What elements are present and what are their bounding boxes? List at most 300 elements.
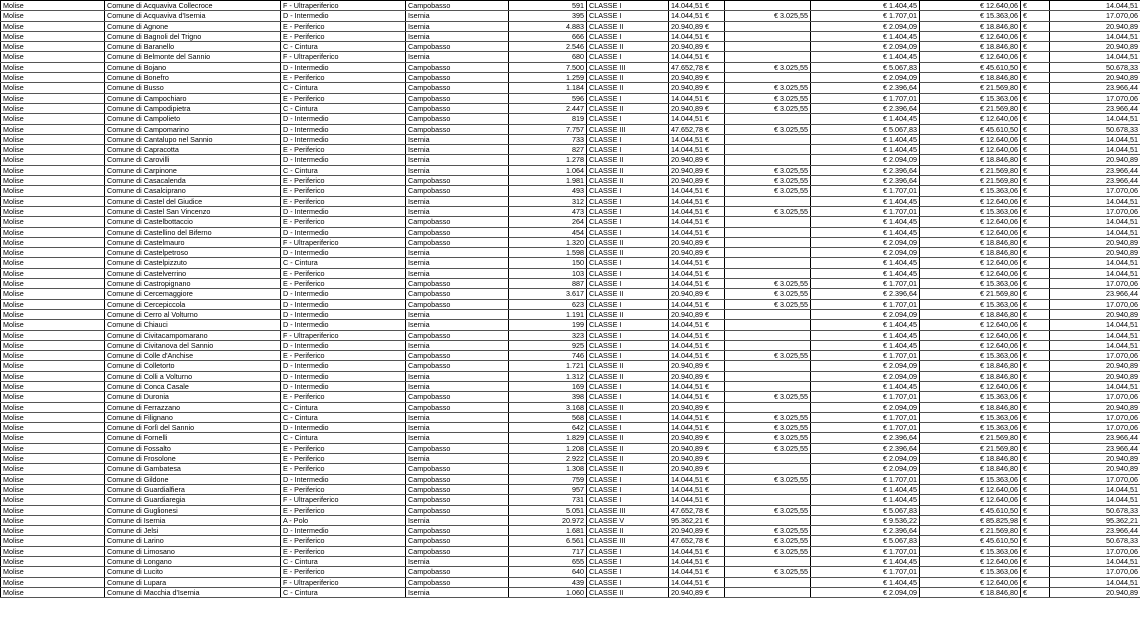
cell-fascia[interactable]: D - Intermedio xyxy=(281,124,406,134)
cell-provincia[interactable]: Campobasso xyxy=(406,186,509,196)
cell-fascia[interactable]: E - Periferico xyxy=(281,196,406,206)
cell-importo[interactable]: 47.652,78 € xyxy=(669,536,725,546)
cell-classe[interactable]: CLASSE II xyxy=(587,165,669,175)
cell-contributo[interactable] xyxy=(725,217,811,227)
cell-valuta[interactable]: € xyxy=(1021,464,1050,474)
cell-fascia[interactable]: E - Periferico xyxy=(281,217,406,227)
cell-classe[interactable]: CLASSE II xyxy=(587,155,669,165)
cell-quota-a[interactable]: € 5.067,83 xyxy=(811,62,920,72)
cell-comune[interactable]: Comune di Campodipietra xyxy=(105,103,281,113)
cell-quota-b[interactable]: € 15.363,06 xyxy=(920,351,1021,361)
cell-classe[interactable]: CLASSE II xyxy=(587,309,669,319)
cell-popolazione[interactable]: 493 xyxy=(509,186,587,196)
cell-quota-a[interactable]: € 1.404,45 xyxy=(811,217,920,227)
cell-quota-b[interactable]: € 15.363,06 xyxy=(920,279,1021,289)
cell-classe[interactable]: CLASSE I xyxy=(587,93,669,103)
cell-fascia[interactable]: D - Intermedio xyxy=(281,134,406,144)
cell-totale[interactable]: 20.940,89 xyxy=(1050,248,1140,258)
cell-comune[interactable]: Comune di Forlì del Sannio xyxy=(105,423,281,433)
cell-valuta[interactable]: € xyxy=(1021,62,1050,72)
cell-quota-a[interactable]: € 2.396,64 xyxy=(811,433,920,443)
cell-region[interactable]: Molise xyxy=(1,361,105,371)
cell-quota-a[interactable]: € 1.404,45 xyxy=(811,227,920,237)
cell-fascia[interactable]: D - Intermedio xyxy=(281,62,406,72)
cell-quota-b[interactable]: € 45.610,50 xyxy=(920,536,1021,546)
cell-classe[interactable]: CLASSE II xyxy=(587,443,669,453)
cell-importo[interactable]: 14.044,51 € xyxy=(669,217,725,227)
cell-provincia[interactable]: Campobasso xyxy=(406,124,509,134)
cell-totale[interactable]: 14.044,51 xyxy=(1050,196,1140,206)
cell-comune[interactable]: Comune di Conca Casale xyxy=(105,381,281,391)
cell-importo[interactable]: 14.044,51 € xyxy=(669,330,725,340)
cell-region[interactable]: Molise xyxy=(1,31,105,41)
cell-contributo[interactable]: € 3.025,55 xyxy=(725,176,811,186)
cell-region[interactable]: Molise xyxy=(1,320,105,330)
cell-totale[interactable]: 20.940,89 xyxy=(1050,454,1140,464)
cell-importo[interactable]: 20.940,89 € xyxy=(669,237,725,247)
cell-fascia[interactable]: D - Intermedio xyxy=(281,227,406,237)
cell-comune[interactable]: Comune di Jelsi xyxy=(105,526,281,536)
cell-classe[interactable]: CLASSE II xyxy=(587,21,669,31)
cell-provincia[interactable]: Isernia xyxy=(406,423,509,433)
cell-provincia[interactable]: Campobasso xyxy=(406,536,509,546)
cell-valuta[interactable]: € xyxy=(1021,217,1050,227)
cell-totale[interactable]: 17.070,06 xyxy=(1050,186,1140,196)
cell-provincia[interactable]: Campobasso xyxy=(406,361,509,371)
cell-popolazione[interactable]: 1.064 xyxy=(509,165,587,175)
cell-comune[interactable]: Comune di Colle d'Anchise xyxy=(105,351,281,361)
cell-valuta[interactable]: € xyxy=(1021,351,1050,361)
cell-contributo[interactable]: € 3.025,55 xyxy=(725,423,811,433)
cell-fascia[interactable]: F - Ultraperiferico xyxy=(281,237,406,247)
cell-totale[interactable]: 14.044,51 xyxy=(1050,52,1140,62)
cell-fascia[interactable]: E - Periferico xyxy=(281,268,406,278)
cell-region[interactable]: Molise xyxy=(1,464,105,474)
cell-importo[interactable]: 20.940,89 € xyxy=(669,464,725,474)
cell-region[interactable]: Molise xyxy=(1,557,105,567)
cell-valuta[interactable]: € xyxy=(1021,52,1050,62)
cell-comune[interactable]: Comune di Acquaviva Collecroce xyxy=(105,1,281,11)
cell-comune[interactable]: Comune di Civitanova del Sannio xyxy=(105,340,281,350)
cell-provincia[interactable]: Isernia xyxy=(406,515,509,525)
cell-fascia[interactable]: E - Periferico xyxy=(281,567,406,577)
cell-quota-a[interactable]: € 2.396,64 xyxy=(811,103,920,113)
cell-classe[interactable]: CLASSE II xyxy=(587,371,669,381)
cell-fascia[interactable]: C - Cintura xyxy=(281,557,406,567)
cell-fascia[interactable]: D - Intermedio xyxy=(281,11,406,21)
cell-provincia[interactable]: Isernia xyxy=(406,309,509,319)
cell-importo[interactable]: 14.044,51 € xyxy=(669,299,725,309)
cell-comune[interactable]: Comune di Bagnoli del Trigno xyxy=(105,31,281,41)
cell-importo[interactable]: 14.044,51 € xyxy=(669,484,725,494)
cell-contributo[interactable] xyxy=(725,145,811,155)
cell-importo[interactable]: 14.044,51 € xyxy=(669,227,725,237)
cell-totale[interactable]: 17.070,06 xyxy=(1050,474,1140,484)
cell-contributo[interactable]: € 3.025,55 xyxy=(725,186,811,196)
cell-quota-a[interactable]: € 1.404,45 xyxy=(811,577,920,587)
cell-valuta[interactable]: € xyxy=(1021,114,1050,124)
cell-contributo[interactable] xyxy=(725,557,811,567)
cell-comune[interactable]: Comune di Bojano xyxy=(105,62,281,72)
cell-valuta[interactable]: € xyxy=(1021,381,1050,391)
cell-importo[interactable]: 20.940,89 € xyxy=(669,248,725,258)
cell-contributo[interactable] xyxy=(725,381,811,391)
cell-region[interactable]: Molise xyxy=(1,423,105,433)
cell-quota-b[interactable]: € 12.640,06 xyxy=(920,340,1021,350)
cell-importo[interactable]: 14.044,51 € xyxy=(669,11,725,21)
cell-provincia[interactable]: Campobasso xyxy=(406,567,509,577)
cell-comune[interactable]: Comune di Campolieto xyxy=(105,114,281,124)
cell-classe[interactable]: CLASSE II xyxy=(587,42,669,52)
cell-valuta[interactable]: € xyxy=(1021,103,1050,113)
cell-comune[interactable]: Comune di Filignano xyxy=(105,412,281,422)
cell-totale[interactable]: 23.966,44 xyxy=(1050,103,1140,113)
cell-comune[interactable]: Comune di Carovilli xyxy=(105,155,281,165)
cell-popolazione[interactable]: 2.922 xyxy=(509,454,587,464)
cell-provincia[interactable]: Isernia xyxy=(406,21,509,31)
cell-comune[interactable]: Comune di Frosolone xyxy=(105,454,281,464)
cell-quota-b[interactable]: € 21.569,80 xyxy=(920,443,1021,453)
cell-region[interactable]: Molise xyxy=(1,526,105,536)
cell-importo[interactable]: 20.940,89 € xyxy=(669,587,725,597)
cell-importo[interactable]: 20.940,89 € xyxy=(669,361,725,371)
cell-quota-a[interactable]: € 2.094,09 xyxy=(811,464,920,474)
cell-provincia[interactable]: Campobasso xyxy=(406,289,509,299)
cell-quota-b[interactable]: € 18.846,80 xyxy=(920,248,1021,258)
cell-popolazione[interactable]: 398 xyxy=(509,392,587,402)
cell-region[interactable]: Molise xyxy=(1,546,105,556)
cell-region[interactable]: Molise xyxy=(1,536,105,546)
cell-comune[interactable]: Comune di Belmonte del Sannio xyxy=(105,52,281,62)
cell-quota-b[interactable]: € 21.569,80 xyxy=(920,289,1021,299)
cell-classe[interactable]: CLASSE II xyxy=(587,361,669,371)
cell-provincia[interactable]: Campobasso xyxy=(406,62,509,72)
cell-totale[interactable]: 23.966,44 xyxy=(1050,443,1140,453)
cell-valuta[interactable]: € xyxy=(1021,443,1050,453)
cell-contributo[interactable] xyxy=(725,495,811,505)
cell-quota-b[interactable]: € 15.363,06 xyxy=(920,567,1021,577)
cell-quota-b[interactable]: € 15.363,06 xyxy=(920,474,1021,484)
cell-quota-a[interactable]: € 1.707,01 xyxy=(811,206,920,216)
cell-importo[interactable]: 14.044,51 € xyxy=(669,577,725,587)
cell-contributo[interactable]: € 3.025,55 xyxy=(725,93,811,103)
cell-classe[interactable]: CLASSE II xyxy=(587,454,669,464)
cell-provincia[interactable]: Campobasso xyxy=(406,1,509,11)
cell-quota-a[interactable]: € 1.707,01 xyxy=(811,474,920,484)
cell-fascia[interactable]: E - Periferico xyxy=(281,505,406,515)
cell-provincia[interactable]: Campobasso xyxy=(406,443,509,453)
cell-quota-b[interactable]: € 15.363,06 xyxy=(920,206,1021,216)
cell-contributo[interactable] xyxy=(725,402,811,412)
cell-quota-b[interactable]: € 12.640,06 xyxy=(920,268,1021,278)
cell-fascia[interactable]: E - Periferico xyxy=(281,21,406,31)
cell-quota-a[interactable]: € 1.707,01 xyxy=(811,546,920,556)
cell-classe[interactable]: CLASSE I xyxy=(587,412,669,422)
cell-valuta[interactable]: € xyxy=(1021,21,1050,31)
cell-classe[interactable]: CLASSE II xyxy=(587,83,669,93)
cell-comune[interactable]: Comune di Macchia d'Isernia xyxy=(105,587,281,597)
cell-importo[interactable]: 14.044,51 € xyxy=(669,381,725,391)
cell-classe[interactable]: CLASSE I xyxy=(587,11,669,21)
cell-comune[interactable]: Comune di Guardiaregia xyxy=(105,495,281,505)
cell-totale[interactable]: 20.940,89 xyxy=(1050,371,1140,381)
cell-popolazione[interactable]: 680 xyxy=(509,52,587,62)
cell-fascia[interactable]: E - Periferico xyxy=(281,73,406,83)
cell-quota-a[interactable]: € 1.404,45 xyxy=(811,196,920,206)
cell-quota-a[interactable]: € 2.396,64 xyxy=(811,165,920,175)
cell-classe[interactable]: CLASSE I xyxy=(587,567,669,577)
cell-comune[interactable]: Comune di Chiauci xyxy=(105,320,281,330)
cell-contributo[interactable] xyxy=(725,330,811,340)
cell-comune[interactable]: Comune di Castelpetroso xyxy=(105,248,281,258)
cell-totale[interactable]: 20.940,89 xyxy=(1050,361,1140,371)
cell-comune[interactable]: Comune di Cercepiccola xyxy=(105,299,281,309)
cell-provincia[interactable]: Campobasso xyxy=(406,279,509,289)
cell-quota-a[interactable]: € 2.094,09 xyxy=(811,42,920,52)
cell-comune[interactable]: Comune di Fornelli xyxy=(105,433,281,443)
cell-provincia[interactable]: Isernia xyxy=(406,454,509,464)
cell-popolazione[interactable]: 1.308 xyxy=(509,464,587,474)
cell-totale[interactable]: 23.966,44 xyxy=(1050,176,1140,186)
cell-totale[interactable]: 14.044,51 xyxy=(1050,381,1140,391)
cell-totale[interactable]: 17.070,06 xyxy=(1050,392,1140,402)
cell-contributo[interactable]: € 3.025,55 xyxy=(725,83,811,93)
cell-region[interactable]: Molise xyxy=(1,351,105,361)
cell-importo[interactable]: 14.044,51 € xyxy=(669,93,725,103)
cell-totale[interactable]: 14.044,51 xyxy=(1050,577,1140,587)
cell-quota-a[interactable]: € 1.707,01 xyxy=(811,412,920,422)
cell-classe[interactable]: CLASSE II xyxy=(587,176,669,186)
cell-provincia[interactable]: Campobasso xyxy=(406,495,509,505)
cell-contributo[interactable]: € 3.025,55 xyxy=(725,351,811,361)
cell-contributo[interactable] xyxy=(725,309,811,319)
cell-totale[interactable]: 20.940,89 xyxy=(1050,21,1140,31)
cell-provincia[interactable]: Campobasso xyxy=(406,351,509,361)
cell-totale[interactable]: 14.044,51 xyxy=(1050,31,1140,41)
cell-totale[interactable]: 17.070,06 xyxy=(1050,299,1140,309)
cell-valuta[interactable]: € xyxy=(1021,495,1050,505)
cell-valuta[interactable]: € xyxy=(1021,454,1050,464)
cell-quota-a[interactable]: € 1.404,45 xyxy=(811,114,920,124)
cell-fascia[interactable]: D - Intermedio xyxy=(281,381,406,391)
cell-quota-a[interactable]: € 1.404,45 xyxy=(811,495,920,505)
cell-importo[interactable]: 14.044,51 € xyxy=(669,268,725,278)
cell-quota-b[interactable]: € 12.640,06 xyxy=(920,320,1021,330)
cell-fascia[interactable]: D - Intermedio xyxy=(281,361,406,371)
cell-fascia[interactable]: E - Periferico xyxy=(281,93,406,103)
cell-valuta[interactable]: € xyxy=(1021,134,1050,144)
cell-fascia[interactable]: E - Periferico xyxy=(281,176,406,186)
cell-valuta[interactable]: € xyxy=(1021,237,1050,247)
cell-popolazione[interactable]: 819 xyxy=(509,114,587,124)
cell-classe[interactable]: CLASSE I xyxy=(587,340,669,350)
cell-importo[interactable]: 20.940,89 € xyxy=(669,103,725,113)
cell-region[interactable]: Molise xyxy=(1,381,105,391)
cell-provincia[interactable]: Campobasso xyxy=(406,103,509,113)
cell-valuta[interactable]: € xyxy=(1021,505,1050,515)
cell-classe[interactable]: CLASSE I xyxy=(587,268,669,278)
cell-totale[interactable]: 14.044,51 xyxy=(1050,134,1140,144)
cell-totale[interactable]: 23.966,44 xyxy=(1050,526,1140,536)
cell-region[interactable]: Molise xyxy=(1,248,105,258)
cell-totale[interactable]: 95.362,21 xyxy=(1050,515,1140,525)
cell-provincia[interactable]: Isernia xyxy=(406,340,509,350)
cell-comune[interactable]: Comune di Cerro al Volturno xyxy=(105,309,281,319)
cell-region[interactable]: Molise xyxy=(1,392,105,402)
cell-provincia[interactable]: Campobasso xyxy=(406,464,509,474)
cell-region[interactable]: Molise xyxy=(1,1,105,11)
cell-provincia[interactable]: Isernia xyxy=(406,320,509,330)
cell-contributo[interactable]: € 3.025,55 xyxy=(725,567,811,577)
cell-fascia[interactable]: F - Ultraperiferico xyxy=(281,52,406,62)
cell-classe[interactable]: CLASSE I xyxy=(587,484,669,494)
cell-region[interactable]: Molise xyxy=(1,83,105,93)
cell-quota-a[interactable]: € 2.396,64 xyxy=(811,176,920,186)
cell-region[interactable]: Molise xyxy=(1,309,105,319)
cell-fascia[interactable]: E - Periferico xyxy=(281,186,406,196)
cell-quota-b[interactable]: € 12.640,06 xyxy=(920,1,1021,11)
cell-popolazione[interactable]: 169 xyxy=(509,381,587,391)
cell-fascia[interactable]: C - Cintura xyxy=(281,258,406,268)
cell-importo[interactable]: 14.044,51 € xyxy=(669,412,725,422)
cell-totale[interactable]: 17.070,06 xyxy=(1050,423,1140,433)
cell-totale[interactable]: 20.940,89 xyxy=(1050,464,1140,474)
cell-provincia[interactable]: Campobasso xyxy=(406,526,509,536)
cell-importo[interactable]: 14.044,51 € xyxy=(669,186,725,196)
cell-importo[interactable]: 14.044,51 € xyxy=(669,546,725,556)
cell-quota-a[interactable]: € 1.404,45 xyxy=(811,268,920,278)
cell-contributo[interactable]: € 3.025,55 xyxy=(725,299,811,309)
cell-comune[interactable]: Comune di Lucito xyxy=(105,567,281,577)
cell-totale[interactable]: 17.070,06 xyxy=(1050,206,1140,216)
cell-totale[interactable]: 14.044,51 xyxy=(1050,217,1140,227)
cell-fascia[interactable]: F - Ultraperiferico xyxy=(281,330,406,340)
cell-quota-b[interactable]: € 21.569,80 xyxy=(920,176,1021,186)
cell-popolazione[interactable]: 642 xyxy=(509,423,587,433)
cell-region[interactable]: Molise xyxy=(1,114,105,124)
cell-comune[interactable]: Comune di Agnone xyxy=(105,21,281,31)
cell-quota-b[interactable]: € 18.846,80 xyxy=(920,371,1021,381)
cell-region[interactable]: Molise xyxy=(1,206,105,216)
cell-valuta[interactable]: € xyxy=(1021,423,1050,433)
cell-classe[interactable]: CLASSE I xyxy=(587,330,669,340)
cell-valuta[interactable]: € xyxy=(1021,330,1050,340)
cell-popolazione[interactable]: 1.060 xyxy=(509,587,587,597)
cell-popolazione[interactable]: 4.883 xyxy=(509,21,587,31)
cell-quota-a[interactable]: € 1.707,01 xyxy=(811,392,920,402)
cell-totale[interactable]: 14.044,51 xyxy=(1050,557,1140,567)
cell-comune[interactable]: Comune di Campomarino xyxy=(105,124,281,134)
cell-comune[interactable]: Comune di Civitacampomarano xyxy=(105,330,281,340)
cell-quota-b[interactable]: € 12.640,06 xyxy=(920,330,1021,340)
cell-quota-b[interactable]: € 18.846,80 xyxy=(920,73,1021,83)
cell-fascia[interactable]: D - Intermedio xyxy=(281,155,406,165)
cell-quota-a[interactable]: € 1.404,45 xyxy=(811,381,920,391)
cell-contributo[interactable] xyxy=(725,134,811,144)
cell-comune[interactable]: Comune di Lupara xyxy=(105,577,281,587)
cell-contributo[interactable]: € 3.025,55 xyxy=(725,536,811,546)
cell-importo[interactable]: 14.044,51 € xyxy=(669,52,725,62)
cell-quota-b[interactable]: € 12.640,06 xyxy=(920,145,1021,155)
cell-quota-b[interactable]: € 12.640,06 xyxy=(920,258,1021,268)
cell-contributo[interactable] xyxy=(725,515,811,525)
cell-quota-a[interactable]: € 1.707,01 xyxy=(811,423,920,433)
cell-valuta[interactable]: € xyxy=(1021,31,1050,41)
cell-comune[interactable]: Comune di Carpinone xyxy=(105,165,281,175)
cell-provincia[interactable]: Campobasso xyxy=(406,114,509,124)
cell-provincia[interactable]: Isernia xyxy=(406,433,509,443)
cell-totale[interactable]: 17.070,06 xyxy=(1050,351,1140,361)
cell-popolazione[interactable]: 827 xyxy=(509,145,587,155)
cell-contributo[interactable] xyxy=(725,577,811,587)
cell-quota-b[interactable]: € 12.640,06 xyxy=(920,134,1021,144)
cell-importo[interactable]: 47.652,78 € xyxy=(669,124,725,134)
cell-provincia[interactable]: Isernia xyxy=(406,206,509,216)
cell-totale[interactable]: 14.044,51 xyxy=(1050,340,1140,350)
cell-region[interactable]: Molise xyxy=(1,495,105,505)
cell-contributo[interactable] xyxy=(725,21,811,31)
cell-quota-b[interactable]: € 18.846,80 xyxy=(920,155,1021,165)
cell-region[interactable]: Molise xyxy=(1,21,105,31)
cell-quota-a[interactable]: € 5.067,83 xyxy=(811,124,920,134)
cell-provincia[interactable]: Campobasso xyxy=(406,474,509,484)
cell-quota-a[interactable]: € 1.404,45 xyxy=(811,320,920,330)
cell-fascia[interactable]: E - Periferico xyxy=(281,464,406,474)
cell-valuta[interactable]: € xyxy=(1021,248,1050,258)
cell-totale[interactable]: 17.070,06 xyxy=(1050,567,1140,577)
cell-quota-b[interactable]: € 18.846,80 xyxy=(920,454,1021,464)
cell-quota-b[interactable]: € 12.640,06 xyxy=(920,114,1021,124)
cell-provincia[interactable]: Isernia xyxy=(406,155,509,165)
cell-quota-b[interactable]: € 15.363,06 xyxy=(920,11,1021,21)
cell-comune[interactable]: Comune di Castropignano xyxy=(105,279,281,289)
cell-valuta[interactable]: € xyxy=(1021,73,1050,83)
cell-popolazione[interactable]: 6.561 xyxy=(509,536,587,546)
cell-region[interactable]: Molise xyxy=(1,299,105,309)
cell-fascia[interactable]: F - Ultraperiferico xyxy=(281,1,406,11)
cell-quota-a[interactable]: € 5.067,83 xyxy=(811,505,920,515)
cell-region[interactable]: Molise xyxy=(1,433,105,443)
cell-valuta[interactable]: € xyxy=(1021,268,1050,278)
cell-provincia[interactable]: Isernia xyxy=(406,557,509,567)
cell-provincia[interactable]: Campobasso xyxy=(406,392,509,402)
cell-importo[interactable]: 14.044,51 € xyxy=(669,258,725,268)
cell-valuta[interactable]: € xyxy=(1021,515,1050,525)
cell-comune[interactable]: Comune di Guardialfiera xyxy=(105,484,281,494)
cell-contributo[interactable]: € 3.025,55 xyxy=(725,289,811,299)
cell-popolazione[interactable]: 957 xyxy=(509,484,587,494)
cell-popolazione[interactable]: 655 xyxy=(509,557,587,567)
cell-contributo[interactable] xyxy=(725,258,811,268)
cell-valuta[interactable]: € xyxy=(1021,196,1050,206)
cell-region[interactable]: Molise xyxy=(1,176,105,186)
cell-comune[interactable]: Comune di Gildone xyxy=(105,474,281,484)
cell-provincia[interactable]: Isernia xyxy=(406,587,509,597)
cell-importo[interactable]: 20.940,89 € xyxy=(669,176,725,186)
cell-classe[interactable]: CLASSE I xyxy=(587,206,669,216)
cell-valuta[interactable]: € xyxy=(1021,83,1050,93)
cell-quota-b[interactable]: € 12.640,06 xyxy=(920,227,1021,237)
cell-region[interactable]: Molise xyxy=(1,124,105,134)
cell-importo[interactable]: 14.044,51 € xyxy=(669,1,725,11)
cell-popolazione[interactable]: 759 xyxy=(509,474,587,484)
cell-fascia[interactable]: E - Periferico xyxy=(281,484,406,494)
cell-importo[interactable]: 20.940,89 € xyxy=(669,21,725,31)
cell-valuta[interactable]: € xyxy=(1021,176,1050,186)
cell-quota-b[interactable]: € 21.569,80 xyxy=(920,165,1021,175)
cell-region[interactable]: Molise xyxy=(1,268,105,278)
cell-valuta[interactable]: € xyxy=(1021,557,1050,567)
